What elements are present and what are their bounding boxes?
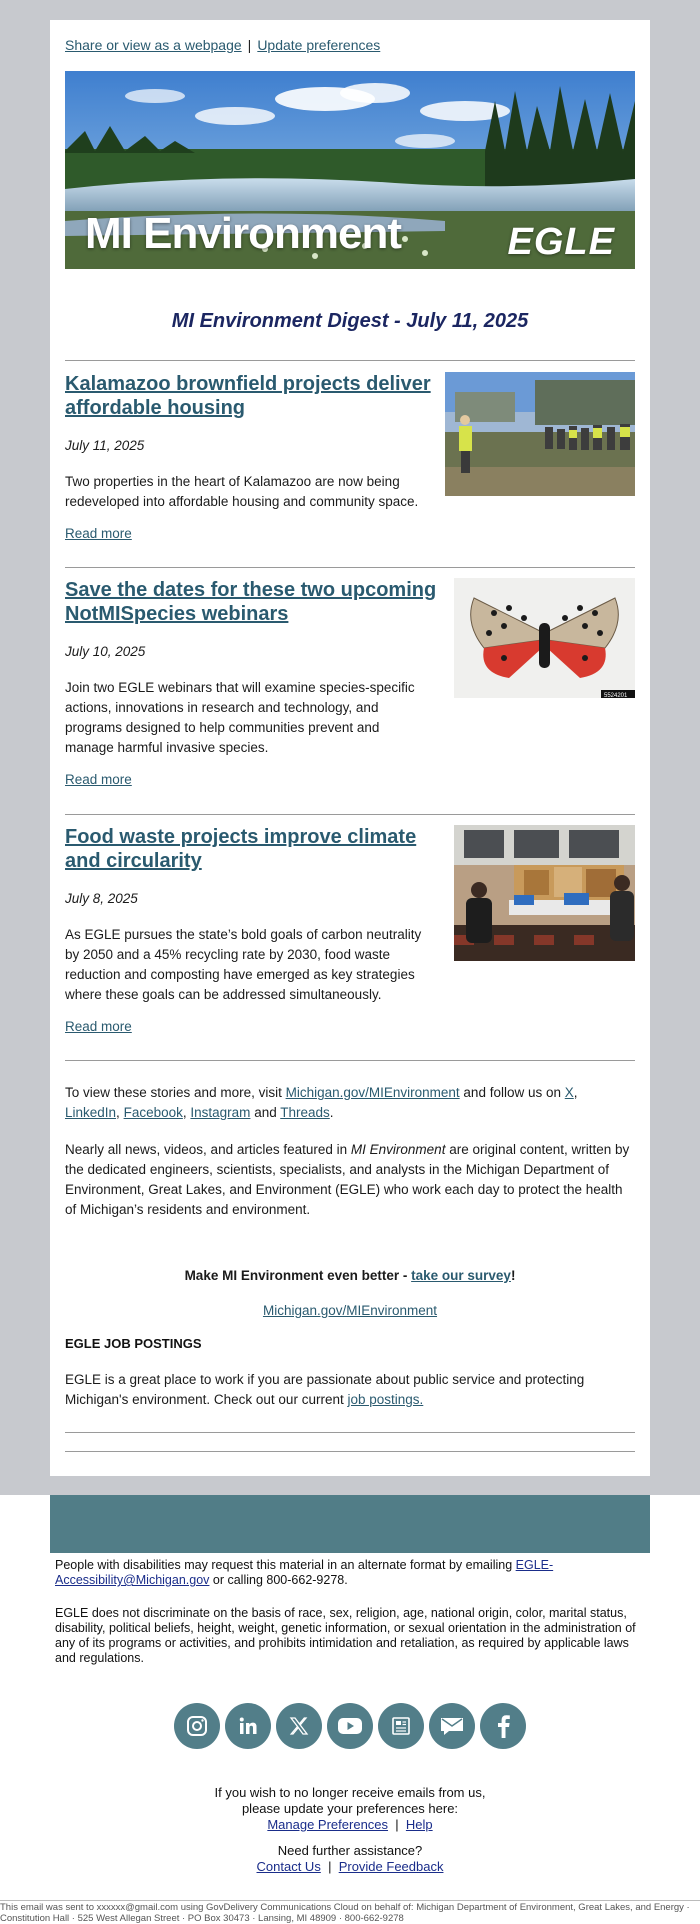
divider xyxy=(65,1432,635,1433)
about-text: Nearly all news, videos, and articles featured in xyxy=(65,1142,351,1157)
separator: | xyxy=(395,1817,399,1832)
jobs-heading: EGLE JOB POSTINGS xyxy=(65,1336,202,1351)
read-more-link[interactable]: Read more xyxy=(65,772,132,787)
unsubscribe-line: please update your preferences here: xyxy=(241,1801,459,1816)
about-paragraph xyxy=(65,1140,635,1220)
egle-logo: EGLE xyxy=(507,221,615,263)
newsletter-card xyxy=(50,20,650,1476)
x-icon[interactable] xyxy=(276,1703,322,1749)
manage-preferences-link[interactable]: Manage Preferences xyxy=(267,1817,389,1832)
survey-text: Make MI Environment even better - xyxy=(184,1268,412,1283)
jobs-text: EGLE is a great place to work if you are passionate about public service and protecting Michigan's environment. Check out our current xyxy=(65,1372,585,1407)
about-text: are original content, written by the dedicated engineers, scientists, specialists, and analysts in the Michigan Department of Environment, Great Lakes, and Environment (EGLE) who work each day to protect the health of Michigan’s residents and environment. xyxy=(65,1142,630,1217)
comma: , xyxy=(182,1105,187,1120)
accessibility-text: or calling 800-662-9278. xyxy=(209,1573,348,1587)
survey-link[interactable]: take our survey xyxy=(411,1268,511,1283)
assistance-text: Need further assistance? xyxy=(277,1843,423,1858)
unsubscribe-block xyxy=(0,1785,700,1833)
image-tag: 5524201 xyxy=(604,693,628,698)
email-icon[interactable] xyxy=(429,1703,475,1749)
story-description: Join two EGLE webinars that will examine species-specific actions, innovations in research and technology, and programs designed to help communities prevent and manage harmful invasive species. xyxy=(65,680,415,755)
survey-line xyxy=(65,1266,635,1286)
unsubscribe-line: If you wish to no longer receive emails from us, xyxy=(214,1785,486,1800)
follow-text: and follow us on xyxy=(459,1085,565,1100)
update-preferences-link[interactable]: Update preferences xyxy=(257,37,381,53)
follow-text: To view these stories and more, visit xyxy=(65,1085,286,1100)
accessibility-email-link[interactable]: EGLE-Accessibility@Michigan.gov xyxy=(55,1558,554,1587)
divider xyxy=(65,814,635,815)
linkedin-icon[interactable] xyxy=(225,1703,271,1749)
story-item xyxy=(65,372,635,541)
top-links xyxy=(65,37,380,53)
story-date: July 8, 2025 xyxy=(65,891,138,906)
footer-band xyxy=(50,1495,650,1553)
instagram-link[interactable]: Instagram xyxy=(190,1105,251,1120)
separator: | xyxy=(328,1859,332,1874)
separator: | xyxy=(247,37,252,53)
story-image[interactable] xyxy=(454,825,635,961)
survey-text: ! xyxy=(510,1268,516,1283)
divider xyxy=(65,360,635,361)
story-title[interactable]: Save the dates for these two upcoming NotMISpecies webinars xyxy=(65,579,437,625)
facebook-link[interactable]: Facebook xyxy=(123,1105,183,1120)
story-description: Two properties in the heart of Kalamazoo are now being redeveloped into affordable housing and community space. xyxy=(65,474,419,509)
linkedin-link[interactable]: LinkedIn xyxy=(65,1105,117,1120)
banner-title: MI Environment xyxy=(85,209,402,258)
comma: , xyxy=(573,1085,578,1100)
follow-paragraph xyxy=(65,1083,635,1123)
michigan-gov-link-2[interactable]: Michigan.gov/MIEnvironment xyxy=(262,1303,438,1318)
story-item xyxy=(65,825,635,1034)
story-description: As EGLE pursues the state’s bold goals of carbon neutrality by 2050 and a 45% recycling rate by 2030, food waste reduction and composting have emerged as key strategies where these goals can be addressed simultaneously. xyxy=(65,927,422,1002)
nondiscrimination-note: EGLE does not discriminate on the basis of race, sex, religion, age, national origin, color, marital status, disability, political beliefs, height, weight, genetic information, or sexual orientation in the administration of any of its programs or activities, and prohibits intimidation and retaliation, as required by applicable laws and regulations. xyxy=(55,1606,636,1665)
facebook-icon[interactable] xyxy=(480,1703,526,1749)
job-postings-link[interactable]: job postings. xyxy=(347,1392,424,1407)
social-icons xyxy=(174,1703,526,1751)
story-date: July 10, 2025 xyxy=(65,644,146,659)
period: . xyxy=(329,1105,334,1120)
header-banner xyxy=(65,71,635,269)
digest-title: MI Environment Digest - July 11, 2025 xyxy=(171,310,529,332)
divider xyxy=(65,1060,635,1061)
help-link[interactable]: Help xyxy=(405,1817,433,1832)
newsletter-icon[interactable] xyxy=(378,1703,424,1749)
michigan-gov-link[interactable]: Michigan.gov/MIEnvironment xyxy=(285,1085,460,1100)
story-image[interactable] xyxy=(445,372,635,496)
threads-link[interactable]: Threads xyxy=(280,1105,330,1120)
story-title[interactable]: Kalamazoo brownfield projects deliver affordable housing xyxy=(65,373,431,419)
instagram-icon[interactable] xyxy=(174,1703,220,1749)
legal-footer: This email was sent to xxxxxx@gmail.com using GovDelivery Communications Cloud on behalf of: Michigan Department of Environment, Great Lakes, and Energy · Constitution Hall · 525 West Allegan Street · PO Box 30473 · Lansing, MI 48909 · 800-662-9278 xyxy=(0,1900,700,1924)
divider xyxy=(65,567,635,568)
x-link[interactable]: X xyxy=(564,1085,574,1100)
contact-us-link[interactable]: Contact Us xyxy=(256,1859,321,1874)
comma: , xyxy=(116,1105,120,1120)
share-link[interactable]: Share or view as a webpage xyxy=(65,37,242,53)
assistance-block xyxy=(0,1843,700,1875)
story-date: July 11, 2025 xyxy=(65,438,145,453)
story-item xyxy=(65,578,635,787)
about-italic: MI Environment xyxy=(350,1142,446,1157)
jobs-paragraph xyxy=(65,1370,635,1410)
provide-feedback-link[interactable]: Provide Feedback xyxy=(338,1859,444,1874)
read-more-link[interactable]: Read more xyxy=(65,1019,132,1034)
accessibility-note xyxy=(55,1558,645,1588)
story-image[interactable] xyxy=(454,578,635,698)
site-link-line xyxy=(65,1301,635,1321)
youtube-icon[interactable] xyxy=(327,1703,373,1749)
story-title[interactable]: Food waste projects improve climate and circularity xyxy=(65,826,417,872)
divider xyxy=(65,1451,635,1452)
follow-text: and xyxy=(250,1105,281,1120)
read-more-link[interactable]: Read more xyxy=(65,526,132,541)
accessibility-text: People with disabilities may request this material in an alternate format by emailing xyxy=(55,1558,516,1572)
